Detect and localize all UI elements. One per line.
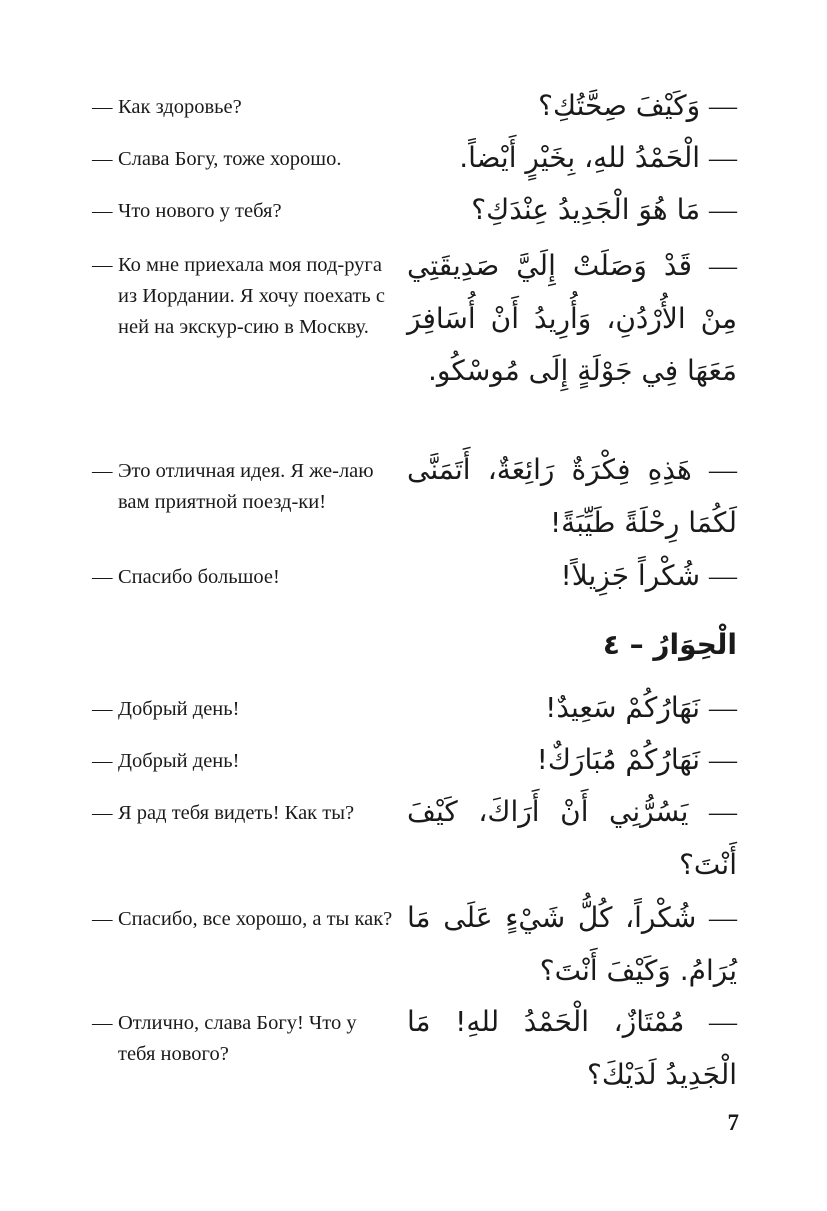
arabic-text: شُكْراً جَزِيلاً! bbox=[560, 559, 701, 592]
arabic-text: شُكْراً، كُلُّ شَيْءٍ عَلَى مَا يُرَامُ. وَكَيْفَ أَنْتَ؟ bbox=[407, 901, 737, 987]
dash: — bbox=[92, 96, 113, 118]
arabic-line: — مَا هُوَ الْجَدِيدُ عِنْدَكِ؟ bbox=[471, 193, 737, 226]
russian-line: — Спасибо большое! bbox=[92, 562, 397, 593]
arabic-line: — يَسُرُّنِي أَنْ أَرَاكَ، كَيْفَ أَنْتَ؟ bbox=[407, 795, 737, 881]
russian-line: — Слава Богу, тоже хорошо. bbox=[92, 144, 397, 175]
russian-text: Спасибо большое! bbox=[118, 566, 280, 588]
arabic-text: وَكَيْفَ صِحَّتُكِ؟ bbox=[538, 89, 701, 122]
arabic-line: — شُكْراً، كُلُّ شَيْءٍ عَلَى مَا يُرَامُ. وَكَيْفَ أَنْتَ؟ bbox=[407, 901, 738, 987]
russian-text: Спасибо, все хорошо, а ты как? bbox=[118, 908, 393, 930]
arabic-line: — نَهَارُكُمْ سَعِيدٌ! bbox=[545, 691, 737, 724]
russian-line: — Добрый день! bbox=[92, 746, 397, 777]
russian-line: — Отлично, слава Богу! Что у тебя нового? bbox=[92, 1008, 397, 1070]
arabic-line: — مُمْتَازٌ، الْحَمْدُ للهِ! مَا الْجَدِيدُ لَدَيْكَ؟ bbox=[407, 1005, 737, 1091]
russian-text: Я рад тебя видеть! Как ты? bbox=[118, 802, 355, 824]
russian-line: — Что нового у тебя? bbox=[92, 196, 397, 227]
arabic-text: هَذِهِ فِكْرَةٌ رَائِعَةٌ، أَتَمَنَّى لَكُمَا رِحْلَةً طَيِّبَةً! bbox=[407, 453, 737, 539]
russian-line: — Я рад тебя видеть! Как ты? bbox=[92, 798, 397, 829]
dialogue-heading: الْحِوَارُ – ٤ bbox=[602, 628, 737, 661]
arabic-text: مَا هُوَ الْجَدِيدُ عِنْدَكِ؟ bbox=[471, 193, 701, 226]
russian-text: Добрый день! bbox=[118, 698, 240, 720]
arabic-text: نَهَارُكُمْ سَعِيدٌ! bbox=[545, 691, 701, 724]
russian-text: Отлично, слава Богу! Что у тебя нового? bbox=[118, 1012, 357, 1065]
russian-line: — Ко мне приехала моя под-руга из Иордании. Я хочу поехать с ней на экскур-сию в Москву. bbox=[92, 250, 397, 343]
arabic-text: يَسُرُّنِي أَنْ أَرَاكَ، كَيْفَ أَنْتَ؟ bbox=[407, 795, 737, 881]
arabic-text: قَدْ وَصَلَتْ إِلَيَّ صَدِيقَتِي مِنْ الأُرْدُنِ، وَأُرِيدُ أَنْ أُسَافِرَ مَعَهَا فِي جَوْلَةٍ إِلَى مُوسْكُو. bbox=[407, 249, 737, 387]
russian-line bbox=[92, 92, 397, 123]
arabic-line: — شُكْراً جَزِيلاً! bbox=[560, 559, 737, 592]
russian-line: — Это отличная идея. Я же-лаю вам приятной поезд-ки! bbox=[92, 456, 397, 518]
page-number: 7 bbox=[727, 1110, 739, 1135]
russian-text: Добрый день! bbox=[118, 750, 240, 772]
arabic-text: الْحَمْدُ للهِ، بِخَيْرٍ أَيْضاً. bbox=[459, 141, 701, 174]
russian-text: Что нового у тебя? bbox=[118, 200, 282, 222]
arabic-line: — نَهَارُكُمْ مُبَارَكٌ! bbox=[536, 743, 737, 776]
arabic-text: نَهَارُكُمْ مُبَارَكٌ! bbox=[536, 743, 701, 776]
arabic-line: — الْحَمْدُ للهِ، بِخَيْرٍ أَيْضاً. bbox=[459, 141, 737, 174]
russian-text: Слава Богу, тоже хорошо. bbox=[118, 148, 342, 170]
arabic-line: — قَدْ وَصَلَتْ إِلَيَّ صَدِيقَتِي مِنْ الأُرْدُنِ، وَأُرِيدُ أَنْ أُسَافِرَ مَعَهَا فِي جَوْلَةٍ إِلَى مُوسْكُو. bbox=[407, 249, 737, 387]
russian-text: Ко мне приехала моя под-руга из Иордании. Я хочу поехать с ней на экскур-сию в Москву. bbox=[118, 254, 385, 338]
arabic-line: — وَكَيْفَ صِحَّتُكِ؟ bbox=[538, 89, 737, 122]
russian-line: — Добрый день! bbox=[92, 694, 397, 725]
arabic-line: — هَذِهِ فِكْرَةٌ رَائِعَةٌ، أَتَمَنَّى لَكُمَا رِحْلَةً طَيِّبَةً! bbox=[407, 453, 738, 539]
russian-text: Как здоровье? bbox=[118, 96, 242, 118]
russian-text: Это отличная идея. Я же-лаю вам приятной поезд-ки! bbox=[118, 460, 374, 513]
arabic-text: مُمْتَازٌ، الْحَمْدُ للهِ! مَا الْجَدِيدُ لَدَيْكَ؟ bbox=[407, 1005, 737, 1091]
russian-line: — Спасибо, все хорошо, а ты как? bbox=[92, 904, 397, 935]
